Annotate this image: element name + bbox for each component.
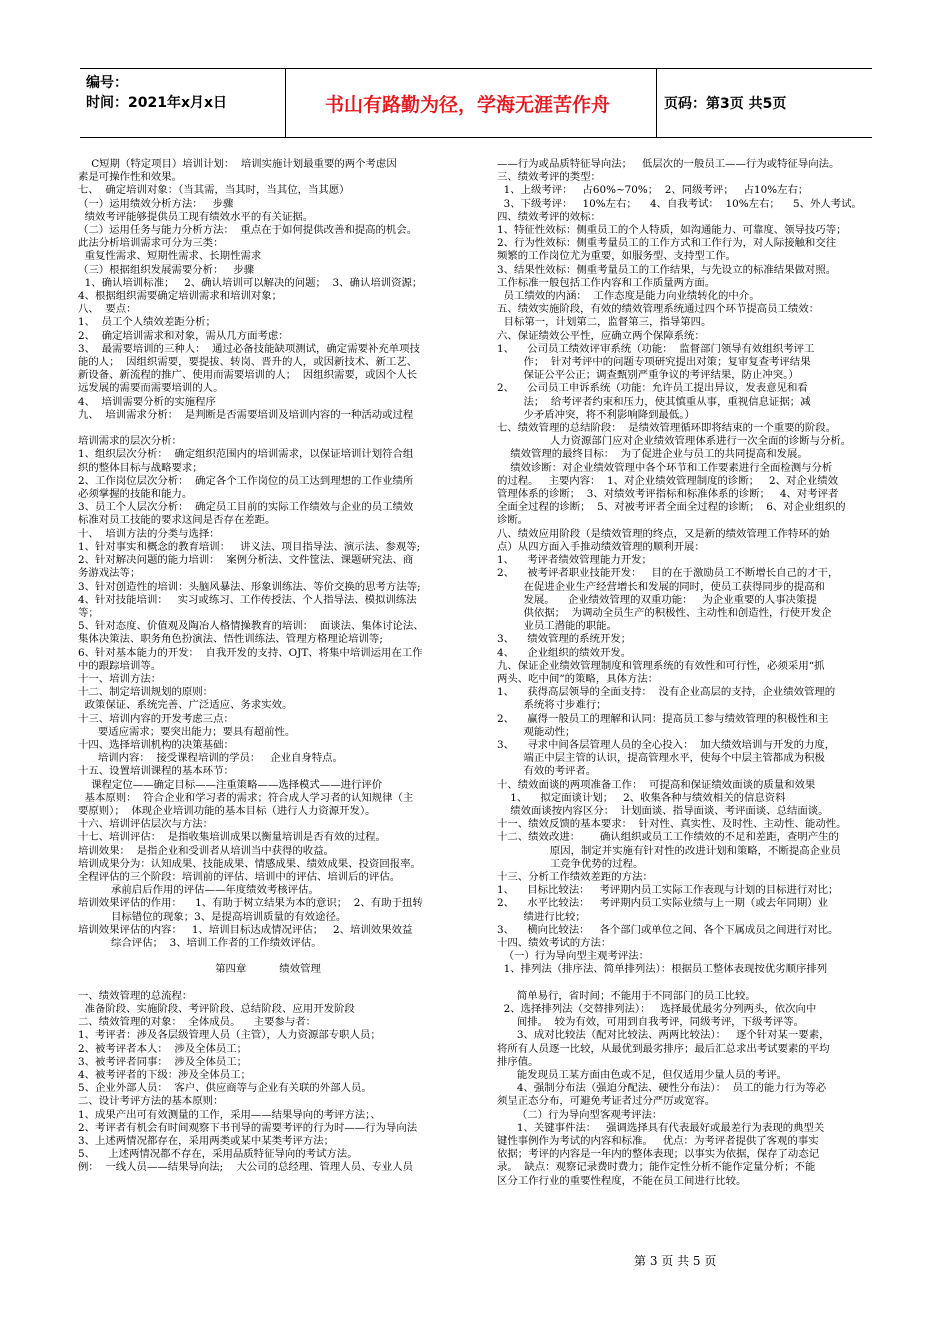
text-line: 2、 被考评者职业技能开发： 目的在于激励员工不断增长自己的才干， (497, 567, 839, 580)
text-line: 4、 企业组织的绩效开发。 (497, 646, 632, 659)
text-line: 政策保证、系统完善、广泛适应、务求实效。 (78, 699, 293, 712)
text-line: 3、上述两情况都存在，采用两类或某中某类考评方法； (78, 1135, 334, 1148)
text-line: 3、结果性效标：侧重考量员工的工作结果，与先设立的标准结果做对照。 (497, 263, 837, 276)
text-line: 七、绩效管理的总结阶段： 是绩效管理循环即将结束的一个重要的阶段。 (497, 422, 837, 435)
text-line: 录。 缺点：观察记录费时费力；能作定性分析不能作定量分析；不能 (497, 1161, 816, 1174)
text-line: 2、 确定培训需求和对象，需从几方面考虑： (78, 329, 289, 342)
text-line: 排序值。 (497, 1055, 539, 1068)
text-line: 3、 绩效管理的系统开发； (497, 633, 632, 646)
text-line: 目标第一，计划第二，监督第三，指导第四。 (497, 316, 712, 329)
text-line: C短期（特定项目）培训计划： 培训实施计划最重要的两个考虑因 (78, 158, 397, 170)
text-line: 例： 一线人员——结果导向法; 大公司的总经理、管理人员、专业人员 (78, 1161, 414, 1174)
text-line: 诊断。 (497, 514, 529, 527)
page-header (80, 68, 872, 138)
text-line: 1、考评者：涉及各层级管理人员（主管），人力资源部专职人员； (78, 1029, 381, 1042)
text-line: 织的整体目标与战略要求； (78, 461, 203, 474)
text-line: （一）行为导向型主观考评法： (497, 950, 650, 963)
left-text-column (78, 158, 458, 1175)
text-line (497, 977, 892, 990)
text-line: 工竞争优势的过程。 (497, 857, 644, 870)
text-line: 九、保证企业绩效管理制度和管理系统的有效性和可行性，必须采用“抓 (497, 659, 825, 672)
text-line: 的过程。 主要内容： 1、对企业绩效管理制度的诊断； 2、对企业绩效 (497, 474, 838, 487)
header-divider (656, 69, 657, 137)
text-line: 2、 公司员工申诉系统（功能：允许员工提出异议，发表意见和看 (497, 382, 808, 395)
text-line: 2、 水平比较法： 考评期内员工实际业绩与上一期（或去年同期）业 (497, 897, 829, 910)
text-line: 系统将寸步难行； (497, 699, 607, 712)
text-line: 全面全过程的诊断； 5、对被考评者全面全过程的诊断； 6、对企业组织的 (497, 501, 846, 514)
text-line: 1、 公司员工绩效评审系统（功能： 监督部门领导有效组织考评工 (497, 342, 815, 355)
text-line: 2、选择排列法（交替排列法）： 选择最优最劣分列两头，依次向中 (497, 1003, 817, 1015)
text-line: 培训需求的层次分析： (78, 435, 182, 448)
text-line: 键性事例作为考试的内容和标准。 优点：为考评者提供了客观的事实 (497, 1135, 819, 1148)
text-line: 培训效果： 是指企业和受训者从培训当中获得的收益。 (78, 844, 334, 857)
text-line: 4、强制分布法（强迫分配法、硬性分布法）： 员工的能力行为等必 (497, 1082, 827, 1095)
text-line: 将所有人员逐一比较，从最优到最劣排序；最后汇总求出考试要素的平均 (497, 1042, 830, 1055)
text-line: 4、根据组织需要确定培训需求和培训对象； (78, 290, 283, 303)
text-line: 等； (78, 606, 99, 619)
text-line: 3、成对比较法（配对比较法、两两比较法）： 逐个针对某一要素， (497, 1029, 830, 1042)
text-line: 3、针对创造性的培训：头脑风暴法、形象训练法、等价交换的思考方法等; (78, 580, 421, 593)
text-line: 十四、选择培训机构的决策基础： (78, 738, 234, 751)
text-line: 有效的考评者。 (497, 765, 597, 778)
text-line: 1、确认培训标准； 2、确认培训可以解决的问题； 3、确认培训资源； (78, 276, 423, 289)
text-line: 发展。 企业绩效管理的双重功能： 为企业重要的人事决策提 (497, 593, 817, 606)
text-line: 绩进行比较； (497, 910, 586, 923)
text-line: 七、 确定培训对象：（当其需，当其时，当其位，当其愿） (78, 184, 350, 197)
text-line: 十一、培训方法： (78, 672, 162, 685)
text-line: 十三、培训内容的开发考虑三点： (78, 712, 234, 725)
text-line: 3、下级考评： 10%左右； 4、自我考试： 10%左右； 5、外人考试。 (497, 197, 862, 210)
text-line: 供依据； 为调动全员生产的积极性、主动性和创造性，行使开发企 (497, 606, 832, 619)
right-text-column (497, 158, 892, 1188)
text-line: 要适应需求；要突出能力；要具有超前性。 (78, 725, 296, 738)
text-line: 标准对员工技能的要求这间是否存在差距。 (78, 514, 276, 527)
text-line: 此法分析培训需求可分为三类： (78, 237, 224, 250)
text-line: 十五、设置培训课程的基本环节： (78, 765, 234, 778)
text-line: 基本原则： 符合企业和学习者的需求；符合成人学习者的认知规律（主 (78, 791, 414, 804)
text-line: 业员工潜能的职能。 (497, 620, 617, 633)
text-line: 必须掌握的技能和能力。 (78, 488, 193, 501)
text-line: 十六、培训评估层次与方法： (78, 818, 214, 831)
page-footer: 第 3 页 共 5 页 (634, 1254, 717, 1268)
text-line: 2、考评者有机会有时间观察下书刊导的需要考评的行为时——行为导向法 (78, 1121, 418, 1134)
text-line (78, 977, 458, 990)
text-line: 5、 上述两情况都不存在，采用品质特征导向的考试方法。 (78, 1148, 358, 1161)
text-line: 八、绩效应用阶段（是绩效管理的终点，又是新的绩效管理工作特环的始 (497, 527, 830, 540)
text-line: （二）行为导向型客观考评法： (497, 1108, 663, 1121)
chapter-heading: 第四章 绩效管理 (215, 963, 321, 976)
text-line: 能的人； 因组织需要，要提拔、转岗、晋升的人，或因新技术、新工艺、 (78, 356, 418, 369)
text-line: 员工绩效的内涵： 工作态度是能力向业绩转化的中介。 (497, 290, 760, 303)
text-line: 培训效果评估的作用： 1、有助于树立结果为本的意识； 2、有助于扭转 (78, 897, 423, 910)
text-line: 培训内容： 接受课程培训的学员： 企业自身特点。 (78, 752, 343, 765)
text-line: 工作标准一般包括工作内容和工作质量两方面。 (497, 276, 716, 289)
text-line: 4、 培训需要分析的实施程序 (78, 395, 216, 408)
text-line: 二、绩效管理的对象： 全体成员。 主要参与者： (78, 1016, 317, 1029)
text-line: 端正中层主管的认识，提高管理水平，使每个中层主管都成为积极 (497, 752, 825, 765)
text-line: 全程评估的三个阶段：培训前的评估、培训中的评估、培训后的评估。 (78, 870, 401, 883)
text-line: 中的跟踪培训等。 (78, 659, 162, 672)
text-line: 4、针对技能培训： 实习或练习、工作传授法、个人指导法、模拟训练法 (78, 593, 417, 606)
text-line: 3、被考评者同事： 涉及全体员工； (78, 1055, 248, 1068)
text-line: 能发现员工某方面由色或不足，但仅适用少量人员的考评。 (497, 1069, 787, 1082)
text-line: 2、行为性效标：侧重考量员工的工作方式和工作行为，对人际接触和交往 (497, 237, 837, 250)
text-line: （三）根据组织发展需要分析： 步骤 (78, 263, 255, 276)
text-line: 人力资源部门应对企业绩效管理体系进行一次全面的诊断与分析。 (497, 435, 852, 448)
text-line: 保证公平公正；调查甄别严重争议的考评结果，防止冲突。） (497, 369, 799, 382)
text-line: （二）运用任务与能力分析方法： 重点在于如何提供改善和提高的机会。 (78, 224, 418, 237)
document-number-label: 编号： (86, 75, 128, 91)
text-line: 培训效果评估的内容： 1、培训目标达成情况评估； 2、培训效果效益 (78, 923, 413, 936)
text-line: 1、上级考评： 占60%~70%； 2、同级考评； 占10%左右； (497, 184, 809, 197)
text-line: 1、 获得高层领导的全面支持： 没有企业高层的支持，企业绩效管理的 (497, 686, 836, 699)
document-date: 时间：2021年x月x日 (86, 95, 228, 111)
text-line: 十七、培训评估： 是指收集培训成果以衡量培训是否有效的过程。 (78, 831, 386, 844)
text-line: 2、被考评者本人： 涉及全体员工； (78, 1042, 248, 1055)
text-line: 1、 目标比较法： 考评期内员工实际工作表现与计划的目标进行对比； (497, 884, 839, 897)
text-line: 绩效管理的最终目标： 为了促进企业与员工的共同提高和发展。 (497, 448, 808, 461)
text-line: 4、被考评者的下级：涉及全体员工； (78, 1069, 251, 1082)
text-line: 目标错位的现象；3、是提高培训质量的有效途径。 (78, 910, 347, 923)
text-line: 两头、吃中间”的策略，具体方法： (497, 672, 659, 685)
text-line: 1、成果产出可有效测量的工作，采用——结果导向的考评方法；、 (78, 1108, 381, 1121)
text-line: 八、 要点： (78, 303, 137, 316)
text-line: 1、针对事实和概念的教育培训： 讲义法、项目指导法、演示法、参观等; (78, 540, 421, 553)
text-line: 1、 拟定面谈计划； 2、收集各种与绩效相关的信息资料 (497, 791, 786, 804)
header-motto: 书山有路勤为径，学海无涯苦作舟 (324, 93, 610, 116)
text-line: 1、 考评者绩效管理能力开发； (497, 554, 652, 567)
text-line: 点）从四方面入手推动绩效管理的顺利开展： (497, 540, 705, 553)
text-line (78, 422, 458, 435)
text-line: 须呈正态分布，可避免考证者过分严厉或宽容。 (497, 1095, 716, 1108)
text-line: 1、特征性效标：侧重员工的个人特质，如沟通能力、可靠度、领导技巧等； (497, 224, 847, 237)
text-line: 1、 员工个人绩效差距分析； (78, 316, 216, 329)
text-line: 间排。 较为有效，可用到自我考评，同级考评，下级考评等。 (497, 1016, 804, 1029)
text-line: 5、企业外部人员： 客户、供应商等与企业有关联的外部人员。 (78, 1082, 372, 1095)
header-meta (86, 73, 227, 113)
text-line: 培训成果分为：认知成果、技能成果、情感成果、绩效成果、投资回报率。 (78, 857, 421, 870)
text-line: 2、工作岗位层次分析： 确定各个工作岗位的员工达到理想的工作业绩所 (78, 474, 414, 487)
text-line: 少矛盾冲突，将不利影响降到最低。） (497, 408, 695, 421)
text-line: 素是可操作性和效果。 (78, 171, 182, 184)
text-line: 十二、制定培训规划的原则： (78, 686, 214, 699)
text-line: 十四、绩效考试的方法： (497, 936, 612, 949)
text-line: 绩效考评能够提供员工现有绩效水平的有关证据。 (78, 210, 314, 223)
text-line: 一、绩效管理的总流程： (78, 989, 193, 1002)
text-line: 十三、分析工作绩效差距的方法： (497, 870, 653, 883)
text-line: 法； 给考评者约束和压力，使其慎重从事，重视信息证据；减 (497, 395, 811, 408)
text-line: 1、组织层次分析： 确定组织范围内的培训需求，以保证培训计划符合组 (78, 448, 414, 461)
text-line: 远发展的需要而需要培训的人。 (78, 382, 224, 395)
text-line: 3、 最需要培训的三种人： 通过必备技能缺项测试，确定需要补充单项技 (78, 342, 420, 355)
text-line: 1、排列法（排序法、简单排列法）：根据员工整体表现按优劣顺序排列 (497, 963, 828, 976)
text-line: 综合评估； 3、培训工作者的工作绩效评估。 (78, 936, 322, 949)
text-line: 承前启后作用的评估——年度绩效考核评估。 (78, 884, 319, 897)
text-line: 2、 赢得一般员工的理解和认同：提高员工参与绩效管理的积极性和主 (497, 712, 829, 725)
text-line: 频繁的工作岗位尤为重要，如服务型、支持型工作。 (497, 250, 736, 263)
text-line: 3、 寻求中间各层管理人员的全心投入： 加大绩效培训与开发的力度， (497, 738, 836, 751)
text-line: 6、针对基本能力的开发： 自我开发的支持、OJT、将集中培训运用在工作 (78, 646, 423, 659)
text-line: 要原则）； 体现企业培训功能的基本目标（进行人力资源开发）。 (78, 804, 376, 817)
text-line: 十二、绩效改进： 确认组织或员工工作绩效的不足和差距，查明产生的 (497, 831, 839, 844)
text-line: 3、 横向比较法： 各个部门或单位之间、各个下属成员之间进行对比。 (497, 923, 839, 936)
text-line: 准备阶段、实施阶段、考评阶段、总结阶段、应用开发阶段 (78, 1003, 355, 1015)
text-line: 十、绩效面谈的两项准备工作： 可提高和保证绩效面谈的质量和效果 (497, 778, 816, 791)
text-line: 四、绩效考评的效标： (497, 210, 601, 223)
text-line: 五、绩效实施阶段，有效的绩效管理系统通过四个环节提高员工绩效： (497, 303, 820, 316)
text-line: 3、员工个人层次分析： 确定员工目前的实际工作绩效与企业的员工绩效 (78, 501, 414, 514)
text-line: 绩效面谈按内容区分： 计划面谈、指导面谈、考评面谈、总结面谈。 (497, 804, 829, 817)
text-line: 重复性需求、短期性需求、长期性需求 (78, 250, 262, 263)
text-line: 十一、绩效反馈的基本要求： 针对性、真实性、及时性、主动性、能动性。 (497, 818, 847, 831)
text-line: 二、设计考评方法的基本原则： (78, 1095, 224, 1108)
text-line: 观能动性； (497, 725, 576, 738)
text-line: 九、 培训需求分析： 是判断是否需要培训及培训内容的一种活动或过程 (78, 408, 414, 421)
page-info: 页码：第3页 共5页 (664, 96, 787, 112)
text-line: 原因，制定并实施有针对性的改进计划和策略，不断提高企业员 (497, 844, 841, 857)
text-line: 新设备、新流程的推广、使用而需要培训的人； 因组织需要，或因个人长 (78, 369, 418, 382)
text-line: 集体决策法、职务角色扮演法、悟性训练法、管理方格理论培训等; (78, 633, 383, 646)
text-line: 区分工作行业的重要性程度，不能在员工间进行比较。 (497, 1174, 747, 1187)
text-line: 5、针对态度、价值观及陶冶人格情操教育的培训： 面谈法、集体讨论法、 (78, 620, 424, 633)
text-line: ——行为或品质特征导向法； 低层次的一般员工——行为或特征导向法。 (497, 158, 840, 170)
text-line: 课程定位——确定目标——注重策略——选择模式——进行评价 (78, 778, 383, 791)
text-line: 绩效诊断：对企业绩效管理中各个环节和工作要素进行全面检测与分析 (497, 461, 833, 474)
text-line: 务游戏法等； (78, 567, 141, 580)
text-line: 十、 培训方法的分类与选择： (78, 527, 220, 540)
text-line: 简单易行，省时间；不能用于不同部门的员工比较。 (497, 989, 756, 1002)
text-line: （一）运用绩效分析方法： 步骤 (78, 197, 234, 210)
text-line (78, 950, 458, 963)
text-line: 管理体系的诊断； 3、对绩效考评指标和标准体系的诊断； 4、对考评者 (497, 488, 839, 501)
text-line: 2、针对解决问题的能力培训： 案例分析法、文件筐法、课题研究法、商 (78, 554, 414, 567)
text-line: 六、保证绩效公平性，应确立两个保障系统： (497, 329, 705, 342)
text-line: 作； 针对考评中的问题专项研究提出对策；复审复查考评结果 (497, 356, 811, 369)
text-line: 三、绩效考评的类型： (497, 171, 601, 184)
text-line: 在促进企业生产经营增长和发展的同时，使员工获得同步的提高和 (497, 580, 825, 593)
text-line: 1、关键事件法： 强调选择具有代表最好或最差行为表现的典型关 (497, 1121, 825, 1134)
text-line: 依据；考评的内容是一年内的整体表现；以事实为依据，保存了动态记 (497, 1148, 820, 1161)
